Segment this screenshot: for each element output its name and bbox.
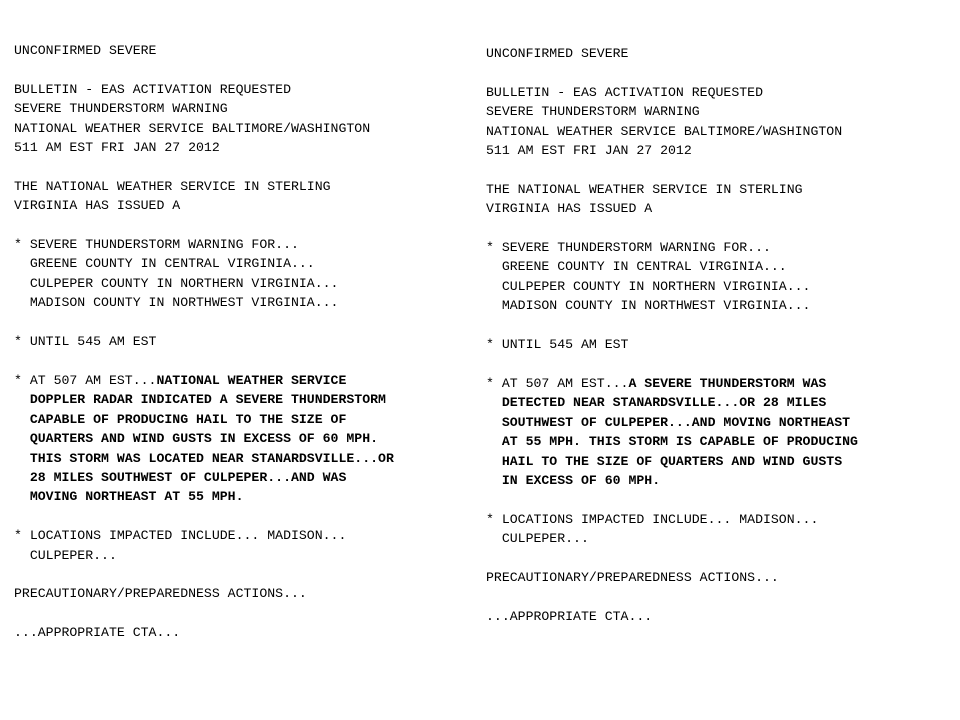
bulletin-revised-head: UNCONFIRMED SEVERE BULLETIN - EAS ACTIVATION REQUESTED SEVERE THUNDERSTORM WARNING NATIONAL WEATHER SERVICE BALTIMORE/WASHINGTON 511 AM EST FRI JAN 27 2012 THE NATIONAL WEATHER SERVICE IN STERLING VIRGINIA HAS ISSUED A * SEVERE THUNDERSTORM WARNING FOR... GREENE COUNTY IN CENTRAL VIRGINIA... CULPEPER COUNTY IN NORTHERN VIRGINIA... MADISON COUNTY IN NORTHWEST VIRGINIA... * UNTIL 545 AM EST * AT 507 AM EST... xyxy=(486,46,843,391)
bulletin-revised-tail: * LOCATIONS IMPACTED INCLUDE... MADISON... CULPEPER... PRECAUTIONARY/PREPAREDNESS ACTIONS... ...APPROPRIATE CTA... xyxy=(486,511,819,624)
bulletin-revised-highlight: A SEVERE THUNDERSTORM WAS DETECTED NEAR STANARDSVILLE...OR 28 MILES SOUTHWEST OF CULPEPER...AND MOVING NORTHEAST AT 55 MPH. THIS STORM IS CAPABLE OF PRODUCING HAIL TO THE SIZE OF QUARTERS AND WIND GUSTS IN EXCESS OF 60 MPH. xyxy=(501,375,858,488)
bulletin-original-head: UNCONFIRMED SEVERE BULLETIN - EAS ACTIVATION REQUESTED SEVERE THUNDERSTORM WARNING NATIONAL WEATHER SERVICE BALTIMORE/WASHINGTON 511 AM EST FRI JAN 27 2012 THE NATIONAL WEATHER SERVICE IN STERLING VIRGINIA HAS ISSUED A * SEVERE THUNDERSTORM WARNING FOR... GREENE COUNTY IN CENTRAL VIRGINIA... CULPEPER COUNTY IN NORTHERN VIRGINIA... MADISON COUNTY IN NORTHWEST VIRGINIA... * UNTIL 545 AM EST * AT 507 AM EST... xyxy=(14,43,371,388)
bulletin-revised xyxy=(486,44,858,626)
bulletin-original-tail: * LOCATIONS IMPACTED INCLUDE... MADISON... CULPEPER... PRECAUTIONARY/PREPAREDNESS ACTIONS... ...APPROPRIATE CTA... xyxy=(14,528,347,641)
bulletin-original xyxy=(14,41,394,643)
bulletin-original-highlight: NATIONAL WEATHER SERVICE DOPPLER RADAR INDICATED A SEVERE THUNDERSTORM CAPABLE OF PRODUCING HAIL TO THE SIZE OF QUARTERS AND WIND GUSTS IN EXCESS OF 60 MPH. THIS STORM WAS LOCATED NEAR STANARDSVILLE...OR 28 MILES SOUTHWEST OF CULPEPER...AND WAS MOVING NORTHEAST AT 55 MPH. xyxy=(29,372,394,505)
